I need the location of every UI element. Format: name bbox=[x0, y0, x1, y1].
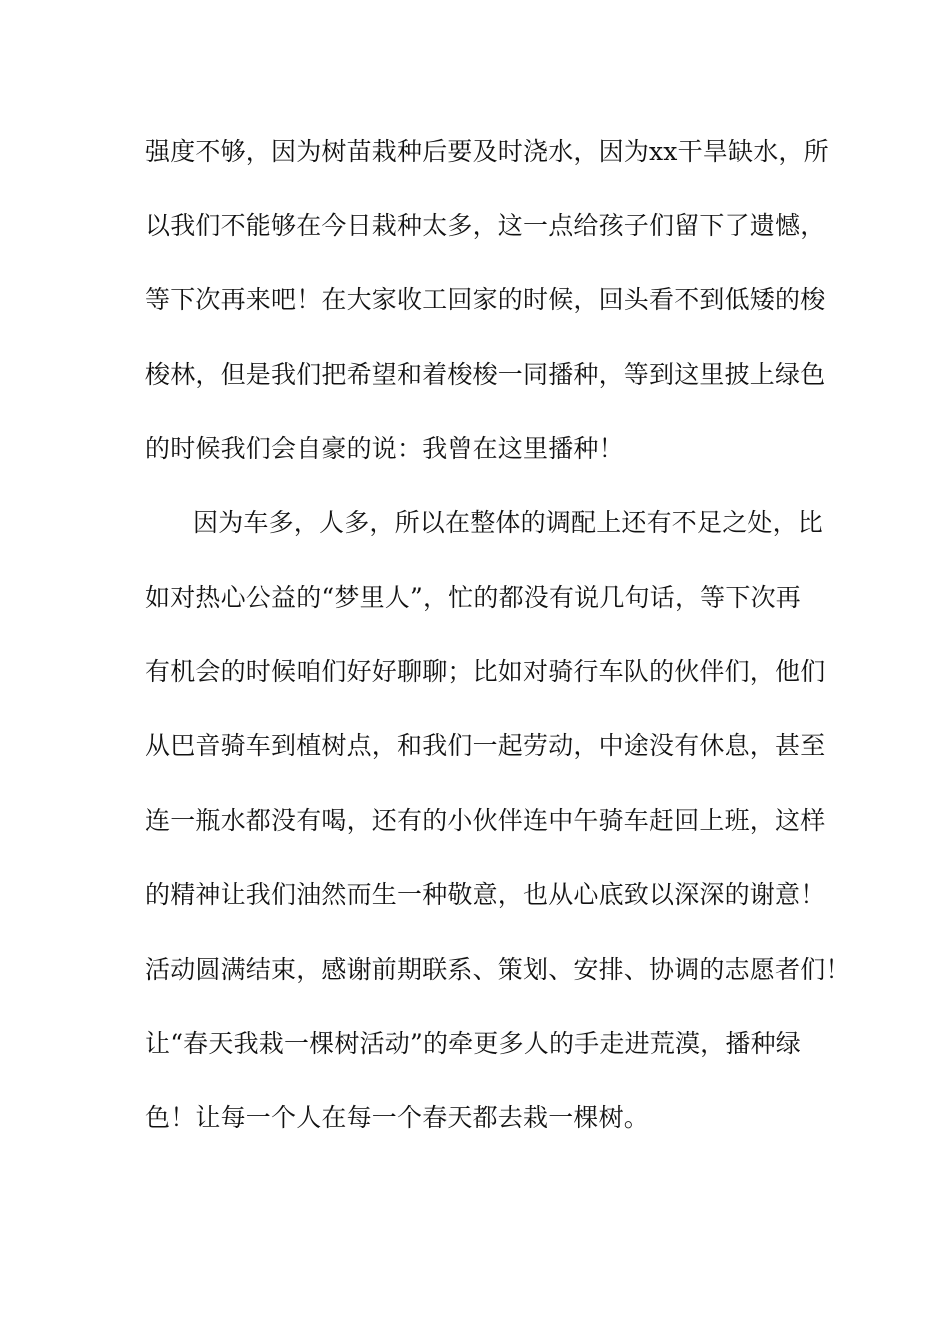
text-line: 色！让每一个人在每一个春天都去栽一棵树。 bbox=[145, 1103, 650, 1132]
text-line: 以我们不能够在今日栽种太多，这一点给孩子们留下了遗憾， bbox=[145, 211, 826, 240]
text-line: 活动圆满结束，感谢前期联系、策划、安排、协调的志愿者们！ bbox=[145, 955, 851, 984]
text-line: 等下次再来吧！在大家收工回家的时候，回头看不到低矮的梭 bbox=[145, 285, 826, 314]
text-line: 如对热心公益的“梦里人”，忙的都没有说几句话，等下次再 bbox=[145, 583, 801, 612]
paragraph-first-line: 因为车多，人多，所以在整体的调配上还有不足之处，比 bbox=[193, 508, 824, 537]
text-line: 连一瓶水都没有喝，还有的小伙伴连中午骑车赶回上班，这样 bbox=[145, 806, 826, 835]
text-line: 梭林，但是我们把希望和着梭梭一同播种，等到这里披上绿色 bbox=[145, 360, 826, 389]
text-line: 从巴音骑车到植树点，和我们一起劳动，中途没有休息，甚至 bbox=[145, 731, 826, 760]
text-line: 强度不够，因为树苗栽种后要及时浇水，因为xx干旱缺水，所 bbox=[145, 137, 829, 166]
text-line: 的精神让我们油然而生一种敬意，也从心底致以深深的谢意！ bbox=[145, 880, 826, 909]
text-line: 的时候我们会自豪的说：我曾在这里播种！ bbox=[145, 434, 624, 463]
text-line: 让“春天我栽一棵树活动”的牵更多人的手走进荒漠，播种绿 bbox=[145, 1029, 801, 1058]
text-line: 有机会的时候咱们好好聊聊；比如对骑行车队的伙伴们，他们 bbox=[145, 657, 826, 686]
